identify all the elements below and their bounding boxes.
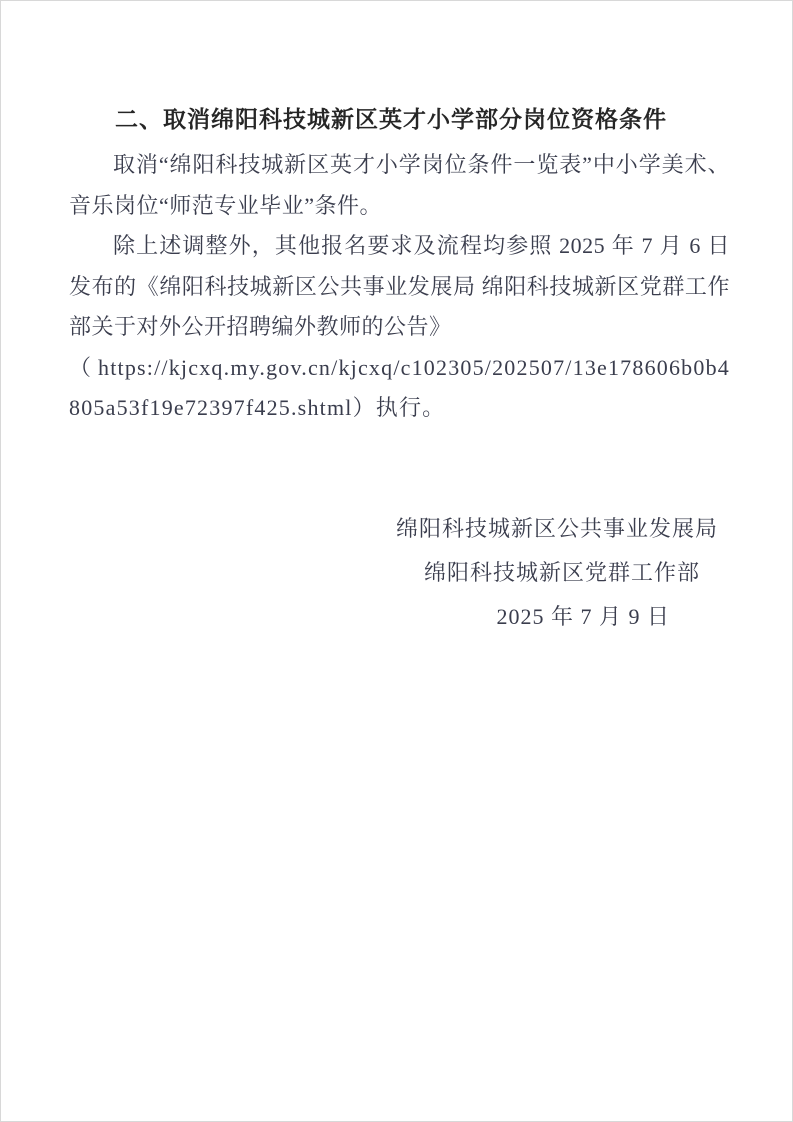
signature-block (69, 507, 730, 639)
section-heading: 二、取消绵阳科技城新区英才小学部分岗位资格条件 (115, 106, 667, 132)
document-content (1, 1, 792, 639)
signature-date: 2025 年 7 月 9 日 (496, 603, 670, 629)
paragraph-cancel-condition: 取消“绵阳科技城新区英才小学岗位条件一览表”中小学美术、音乐岗位“师范专业毕业”条件。 (69, 152, 730, 218)
paragraph-announcement-url: （https://kjcxq.my.gov.cn/kjcxq/c102305/202507/13e178606b0b4805a53f19e72397f425.shtml）执行。 (69, 354, 730, 420)
signature-org-2: 绵阳科技城新区党群工作部 (423, 559, 700, 585)
signature-org-1: 绵阳科技城新区公共事业发展局 (395, 515, 718, 541)
paragraph-reference-announcement: 除上述调整外，其他报名要求及流程均参照 2025 年 7 月 6 日发布的《绵阳科技城新区公共事业发展局 绵阳科技城新区党群工作部关于对外公开招聘编外教师的公告》 (69, 233, 730, 339)
